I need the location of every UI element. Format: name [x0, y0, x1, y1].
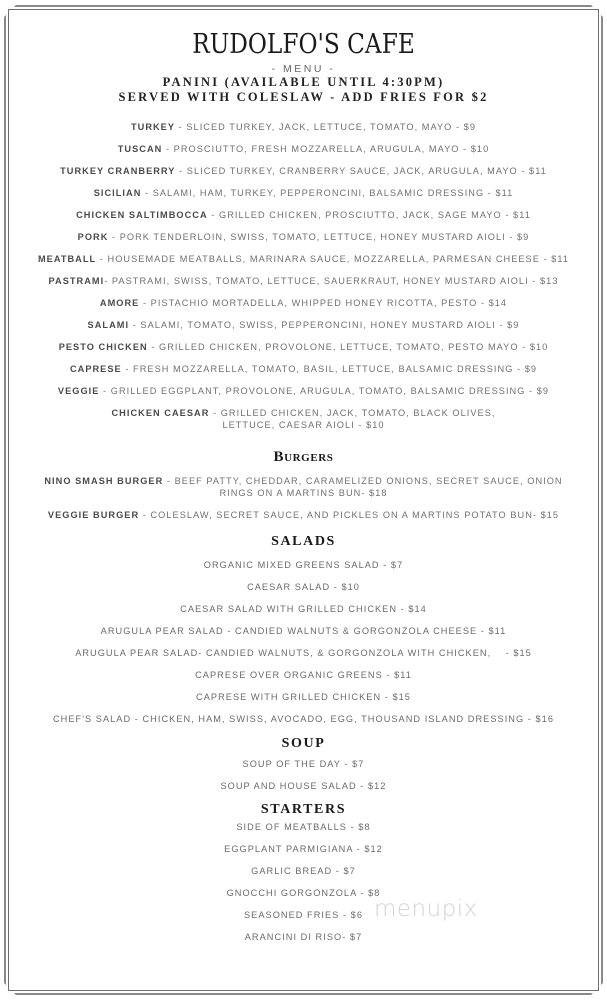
menu-item: SIDE OF MEATBALLS - $8	[236, 822, 371, 832]
item-name: TURKEY CRANBERRY	[60, 166, 176, 176]
item-name: NINO SMASH BURGER	[44, 476, 164, 486]
item-description: - BEEF PATTY, CHEDDAR, CARAMELIZED ONIONS, SECRET SAUCE, ONION RINGS ON A MARTINS BUN- $18	[163, 476, 563, 498]
menu-item: SEASONED FRIES - $6	[244, 910, 363, 920]
menu-item	[14, 231, 593, 243]
menu-item	[14, 341, 593, 353]
section-title-salads: SALADS	[271, 534, 336, 549]
item-description: - GRILLED CHICKEN, PROSCIUTTO, JACK, SAGE MAYO - $11	[207, 210, 531, 220]
item-description: - GRILLED EGGPLANT, PROVOLONE, ARUGULA, TOMATO, BALSAMIC DRESSING - $9	[99, 386, 550, 396]
menu-item	[14, 187, 593, 199]
item-description: - SLICED TURKEY, JACK, LETTUCE, TOMATO, MAYO - $9	[175, 122, 477, 132]
menu-item	[14, 253, 593, 265]
soup-section	[14, 735, 593, 792]
menu-item	[14, 407, 593, 431]
salads-section	[14, 533, 593, 725]
item-name: PASTRAMI	[48, 276, 105, 286]
menu-item: CAPRESE OVER ORGANIC GREENS - $11	[195, 670, 412, 680]
panini-subheading: SERVED WITH COLESLAW - ADD FRIES FOR $2	[118, 90, 489, 104]
item-description: - SALAMI, HAM, TURKEY, PEPPERONCINI, BALSAMIC DRESSING - $11	[141, 188, 514, 198]
menu-item: EGGPLANT PARMIGIANA - $12	[224, 844, 383, 854]
menupix-watermark: menupix	[374, 896, 478, 922]
menu-item	[14, 275, 593, 287]
menu-item: ARANCINI DI RISO- $7	[244, 932, 363, 942]
menu-item: GNOCCHI GORGONZOLA - $8	[226, 888, 381, 898]
burgers-section	[14, 448, 593, 521]
menu-item: ARUGULA PEAR SALAD- CANDIED WALNUTS, & GORGONZOLA WITH CHICKEN, - $15	[75, 648, 532, 658]
menu-item: CHEF'S SALAD - CHICKEN, HAM, SWISS, AVOCADO, EGG, THOUSAND ISLAND DRESSING - $16	[53, 714, 554, 724]
starters-section	[14, 801, 593, 943]
menu-item: CAESAR SALAD - $10	[247, 582, 360, 592]
item-name: SICILIAN	[93, 188, 142, 198]
menu-item	[14, 509, 593, 521]
panini-heading: PANINI (AVAILABLE UNTIL 4:30PM)	[162, 75, 445, 89]
item-description: - PASTRAMI, SWISS, TOMATO, LETTUCE, SAUERKRAUT, HONEY MUSTARD AIOLI - $13	[104, 276, 559, 286]
item-name: VEGGIE	[57, 386, 100, 396]
menu-item: GARLIC BREAD - $7	[251, 866, 356, 876]
item-description: - COLESLAW, SECRET SAUCE, AND PICKLES ON A MARTINS POTATO BUN- $15	[139, 510, 560, 520]
item-description: - PROSCIUTTO, FRESH MOZZARELLA, ARUGULA, MAYO - $10	[162, 144, 490, 154]
item-name: CHICKEN SALTIMBOCCA	[76, 210, 208, 220]
item-name: CHICKEN CAESAR	[111, 408, 210, 418]
menu-content	[14, 28, 593, 943]
menu-item: ARUGULA PEAR SALAD - CANDIED WALNUTS & GORGONZOLA CHEESE - $11	[100, 626, 507, 636]
restaurant-title: RUDOLFO'S CAFE	[192, 29, 415, 60]
item-description: - GRILLED CHICKEN, PROVOLONE, LETTUCE, TOMATO, PESTO MAYO - $10	[147, 342, 549, 352]
menu-item	[14, 319, 593, 331]
section-title-soup: SOUP	[281, 736, 326, 751]
item-description: - PISTACHIO MORTADELLA, WHIPPED HONEY RICOTTA, PESTO - $14	[139, 298, 508, 308]
item-description: - SLICED TURKEY, CRANBERRY SAUCE, JACK, ARUGULA, MAYO - $11	[175, 166, 547, 176]
menu-item: SOUP AND HOUSE SALAD - $12	[220, 781, 387, 791]
menu-item	[14, 121, 593, 133]
panini-section	[14, 121, 593, 431]
item-name: CAPRESE	[69, 364, 122, 374]
item-name: PORK	[77, 232, 109, 242]
item-name: VEGGIE BURGER	[47, 510, 140, 520]
menu-label: - MENU -	[271, 63, 336, 75]
item-description: - SALAMI, TOMATO, SWISS, PEPPERONCINI, HONEY MUSTARD AIOLI - $9	[129, 320, 520, 330]
menu-item: ORGANIC MIXED GREENS SALAD - $7	[203, 560, 404, 570]
item-name: AMORE	[99, 298, 140, 308]
item-description: - GRILLED CHICKEN, JACK, TOMATO, BLACK OLIVES, LETTUCE, CAESAR AIOLI - $10	[209, 408, 496, 430]
item-name: TUSCAN	[117, 144, 163, 154]
item-name: SALAMI	[87, 320, 130, 330]
item-name: PESTO CHICKEN	[58, 342, 148, 352]
item-description: - PORK TENDERLOIN, SWISS, TOMATO, LETTUCE, HONEY MUSTARD AIOLI - $9	[108, 232, 530, 242]
menu-item: SOUP OF THE DAY - $7	[242, 759, 365, 769]
item-name: TURKEY	[130, 122, 176, 132]
item-name: MEATBALL	[37, 254, 97, 264]
menu-item: CAPRESE WITH GRILLED CHICKEN - $15	[196, 692, 411, 702]
item-description: - FRESH MOZZARELLA, TOMATO, BASIL, LETTUCE, BALSAMIC DRESSING - $9	[121, 364, 538, 374]
menu-item	[14, 385, 593, 397]
menu-item	[14, 143, 593, 155]
item-description: - HOUSEMADE MEATBALLS, MARINARA SAUCE, MOZZARELLA, PARMESAN CHEESE - $11	[96, 254, 570, 264]
section-title-burgers: Burgers	[273, 449, 334, 465]
section-title-starters: STARTERS	[260, 802, 347, 817]
menu-item	[14, 165, 593, 177]
menu-item	[14, 297, 593, 309]
menu-item: CAESAR SALAD WITH GRILLED CHICKEN - $14	[180, 604, 427, 614]
menu-item	[14, 475, 593, 499]
menu-item	[14, 209, 593, 221]
menu-item	[14, 363, 593, 375]
